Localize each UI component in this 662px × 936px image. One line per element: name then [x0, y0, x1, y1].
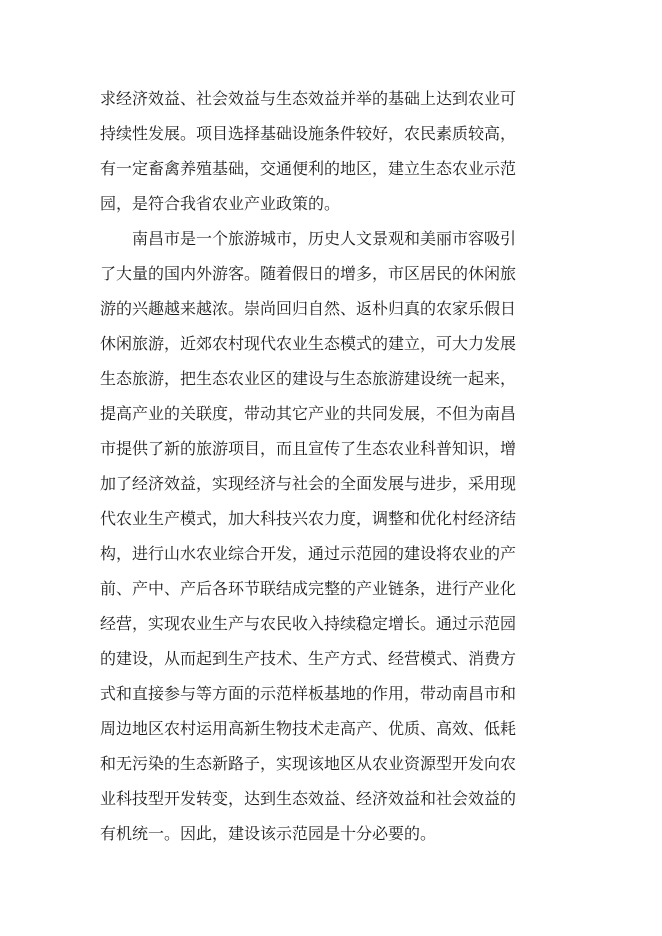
- paragraph-2-line-4: 休闲旅游，近郊农村现代农业生态模式的建立，可大力发展: [100, 334, 517, 353]
- paragraph-2-line-11: 前、产中、产后各环节联结成完整的产业链条，进行产业化: [100, 579, 517, 598]
- paragraph-2-line-6: 提高产业的关联度，带动其它产业的共同发展，不但为南昌: [100, 404, 517, 423]
- paragraph-2-line-10: 构，进行山水农业综合开发，通过示范园的建设将农业的产: [100, 544, 517, 563]
- paragraph-2-line-15: 周边地区农村运用高新生物技术走高产、优质、高效、低耗: [100, 719, 517, 738]
- paragraph-1-line-2: 持续性发展。项目选择基础设施条件较好，农民素质较高，: [100, 124, 517, 143]
- paragraph-2-line-18: 有机统一。因此，建设该示范园是十分必要的。: [100, 824, 437, 843]
- paragraph-2-line-2: 了大量的国内外游客。随着假日的增多，市区居民的休闲旅: [100, 264, 517, 283]
- paragraph-1-line-3: 有一定畜禽养殖基础，交通便利的地区，建立生态农业示范: [100, 159, 517, 178]
- paragraph-2-line-5: 生态旅游，把生态农业区的建设与生态旅游建设统一起来，: [100, 369, 517, 388]
- paragraph-2-line-8: 加了经济效益，实现经济与社会的全面发展与进步，采用现: [100, 474, 517, 493]
- paragraph-2-line-7: 市提供了新的旅游项目，而且宣传了生态农业科普知识，增: [100, 439, 517, 458]
- paragraph-1-line-4: 园，是符合我省农业产业政策的。: [100, 194, 341, 213]
- paragraph-1-line-1: 求经济效益、社会效益与生态效益并举的基础上达到农业可: [100, 89, 517, 108]
- paragraph-2-line-3: 游的兴趣越来越浓。崇尚回归自然、返朴归真的农家乐假日: [100, 299, 517, 318]
- paragraph-2-line-12: 经营，实现农业生产与农民收入持续稳定增长。通过示范园: [100, 614, 517, 633]
- paragraph-2-line-16: 和无污染的生态新路子，实现该地区从农业资源型开发向农: [100, 754, 517, 773]
- paragraph-2-line-1: 南昌市是一个旅游城市，历史人文景观和美丽市容吸引: [132, 229, 517, 248]
- paragraph-2-line-17: 业科技型开发转变，达到生态效益、经济效益和社会效益的: [100, 789, 517, 808]
- paragraph-2-line-13: 的建设，从而起到生产技术、生产方式、经营模式、消费方: [100, 649, 517, 668]
- paragraph-2-line-14: 式和直接参与等方面的示范样板基地的作用，带动南昌市和: [100, 684, 517, 703]
- paragraph-2-line-9: 代农业生产模式，加大科技兴农力度，调整和优化村经济结: [100, 509, 517, 528]
